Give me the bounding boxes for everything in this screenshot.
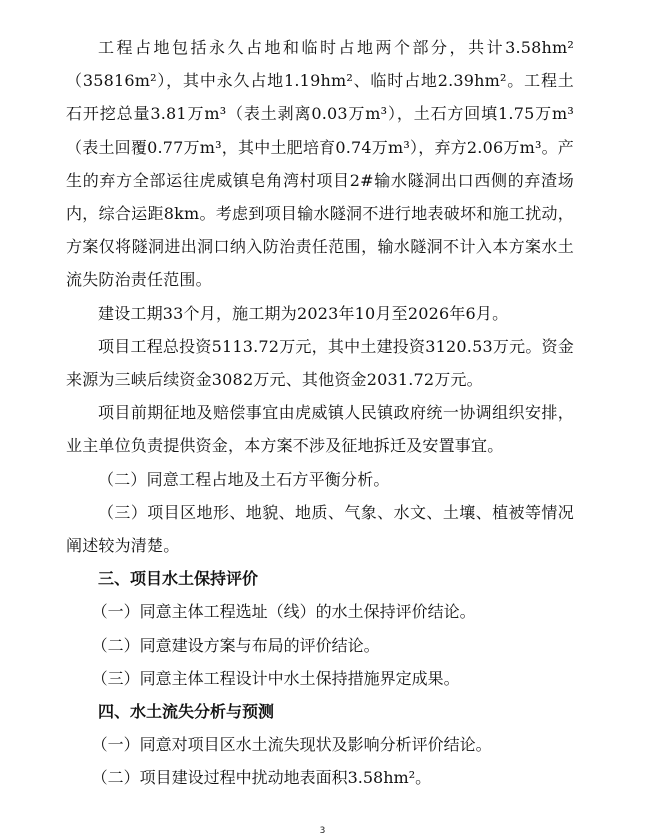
list-item-site-selection: （一）同意主体工程选址（线）的水土保持评价结论。 [91, 602, 476, 622]
list-item-project-area-conditions: （三）项目区地形、地貌、地质、气象、水文、土壤、植被等情况阐述较为清楚。 [66, 502, 574, 556]
list-item-land-earthwork-balance: （二）同意工程占地及土石方平衡分析。 [98, 469, 390, 489]
list-item-current-soil-loss: （一）同意对项目区水土流失现状及影响分析评价结论。 [91, 735, 492, 755]
paragraph-land-acquisition: 项目前期征地及赔偿事宜由虎威镇人民镇政府统一协调组织安排，业主单位负责提供资金，本方案不涉及征地拆迁及安置事宜。 [66, 403, 574, 456]
paragraph-investment: 项目工程总投资5113.72万元，其中土建投资3120.53万元。资金来源为三峡后续资金3082万元、其他资金2031.72万元。 [66, 336, 574, 390]
list-item-measure-definition: （三）同意主体工程设计中水土保持措施界定成果。 [91, 668, 460, 688]
section-heading-soil-loss-analysis: 四、水土流失分析与预测 [98, 702, 275, 722]
section-heading-soil-conservation-evaluation: 三、项目水土保持评价 [98, 569, 259, 589]
document-body [66, 31, 574, 795]
list-item-disturbed-area: （二）项目建设过程中扰动地表面积3.58hm²。 [91, 768, 432, 788]
paragraph-construction-period: 建设工期33个月，施工期为2023年10月至2026年6月。 [98, 303, 509, 323]
list-item-construction-scheme: （二）同意建设方案与布局的评价结论。 [91, 635, 380, 655]
page-number: 3 [319, 826, 326, 836]
paragraph-land-and-earthwork: 工程占地包括永久占地和临时占地两个部分，共计3.58hm²（35816m²），其中永久占地1.19hm²、临时占地2.39hm²。工程土石开挖总量3.81万m³（表土剥离0.03万m³），土石方回填1.75万m³（表土回覆0.77万m³，其中土肥培育0.74万m³），弃方2.06万m³。产生的弃方全部运往虎威镇皂角湾村项目2#输水隧洞出口西侧的弃渣场内，综合运距8km。考虑到项目输水隧洞不进行地表破坏和施工扰动，方案仅将隧洞进出洞口纳入防治责任范围，输水隧洞不计入本方案水土流失防治责任范围。 [66, 38, 574, 290]
